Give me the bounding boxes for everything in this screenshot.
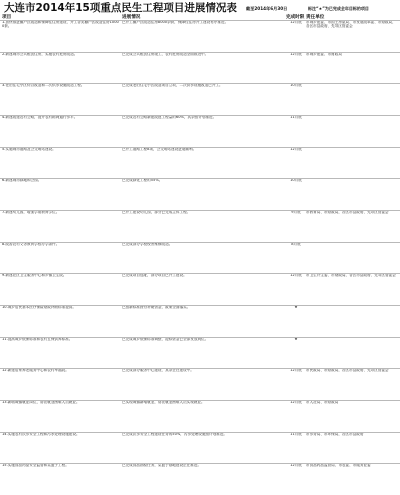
row-divider <box>0 273 400 274</box>
row-unit <box>306 83 398 115</box>
table-row <box>0 273 400 305</box>
row-progress: 已实现城镇新增就业，帮扶就业困难人员实现就业。 <box>122 400 205 404</box>
row-divider <box>0 400 400 401</box>
row-item: 2.新建城市公共租赁住房，实施农村危房改造。 <box>2 51 78 56</box>
row-divider <box>0 20 400 21</box>
row-divider <box>0 432 400 433</box>
row-progress: 已完成公共租赁住房竣工，农村危房改造全面推进中。 <box>122 51 209 56</box>
row-date: 12月底 <box>290 463 302 468</box>
row-unit: 市卫生计生委、市财政局，各区市县政府、先导区管委会 <box>306 273 396 278</box>
row-item: 13.新增城镇就业岗位，帮扶就业困难人员就业。 <box>2 400 80 404</box>
row-unit <box>306 178 398 210</box>
row-unit: 市水务局、市环保局，各区市县政府 <box>306 431 364 436</box>
table-row <box>0 147 400 179</box>
row-item: 8.改善农村义务教育学校办学条件。 <box>2 241 60 246</box>
row-item: 1.加快推进棚户区改造和保障性住房建设，开工各类棚户区改造住房10000套。 <box>2 20 119 29</box>
document-date: 截至2014年6月30日 <box>246 6 288 11</box>
row-progress: 已完成老旧住宅小区改造项目立项，二次供水设施改造已开工。 <box>122 83 223 88</box>
column-header-progress: 进展情况 <box>122 15 141 20</box>
row-divider <box>0 463 400 464</box>
row-progress: 已完成食品抽检任务，菜篮子基地建设正在推进。 <box>122 463 202 468</box>
document-note: 标注“★”为已完成全年目标的项目 <box>308 6 369 11</box>
row-date: 12月底 <box>290 400 302 404</box>
row-date: 10月底 <box>290 178 302 183</box>
row-item: 6.新建城市绿地和公园。 <box>2 178 42 183</box>
row-item: 12.新建居家养老服务中心和农村幸福院。 <box>2 368 69 373</box>
row-item: 9.新建社区卫生服务中心和乡镇卫生院。 <box>2 273 67 278</box>
row-date: 12月底 <box>290 20 302 24</box>
table-row <box>0 20 400 52</box>
row-progress: 已完成农村公路新建改建工程量的60%，其余按计划推进。 <box>122 115 217 119</box>
row-date: 12月底 <box>290 273 302 278</box>
row-item: 14.实施农村饮水安全工程和污水处理设施建设。 <box>2 431 80 436</box>
row-progress: 已完成部分服务中心建设，其余正在建设中。 <box>122 368 194 373</box>
row-progress: 已完成城乡低保标准调整，提标资金已全部发放到位。 <box>122 336 209 341</box>
row-progress: 已开工建设幼儿园，部分已完成主体工程。 <box>122 210 191 214</box>
row-date: 8月底 <box>291 241 301 246</box>
table-row <box>0 83 400 115</box>
column-header-unit: 责任单位 <box>306 15 325 20</box>
row-unit: 市食品药品监管局、市农委、市服务业委 <box>306 463 371 468</box>
row-date: ★ <box>294 305 298 309</box>
row-unit: 市民政局、市财政局，各区市县政府、先导区管委会 <box>306 368 389 373</box>
row-unit <box>306 115 398 147</box>
row-divider <box>0 178 400 179</box>
table-row <box>0 178 400 210</box>
row-unit: 市教育局、市财政局，各区市县政府、先导区管委会 <box>306 210 389 214</box>
row-unit: 市人社局、市财政局 <box>306 400 339 404</box>
row-progress: 已完成饮水安全工程建设任务的50%，污水处理设施按计划推进。 <box>122 431 228 436</box>
table-row <box>0 337 400 369</box>
row-divider <box>0 337 400 338</box>
table-row <box>0 210 400 242</box>
row-unit: 市城乡建委、市财政局 <box>306 51 342 56</box>
table-row <box>0 52 400 84</box>
row-unit <box>306 337 398 369</box>
row-date: 11月底 <box>290 115 302 119</box>
row-date: ★ <box>294 336 298 341</box>
row-divider <box>0 115 400 116</box>
column-header-item: 项目 <box>2 15 12 20</box>
table-row <box>0 400 400 432</box>
row-date: 11月底 <box>290 431 302 436</box>
row-divider <box>0 147 400 148</box>
row-date: 9月底 <box>291 210 301 214</box>
row-progress: 已开工棚户区改造住房8000余套，保障性住房开工建设有序推进。 <box>122 20 229 24</box>
row-date: 12月底 <box>290 368 302 373</box>
row-item: 5.实施城市道路及公交场站建设。 <box>2 146 56 151</box>
row-unit <box>306 305 398 337</box>
row-item: 4.新建改建农村公路，提升农村路网通行水平。 <box>2 115 78 119</box>
row-divider <box>0 305 400 306</box>
row-date: 12月底 <box>290 146 302 151</box>
row-progress: 已完成绿化工程的55%。 <box>122 178 163 183</box>
row-divider <box>0 52 400 53</box>
row-item: 11.提高城乡低保标准和农村五保供养标准。 <box>2 336 73 341</box>
row-divider <box>0 210 400 211</box>
table-body <box>0 20 400 495</box>
row-progress: 已完成部分学校校舍维修改造。 <box>122 241 173 246</box>
row-unit <box>306 242 398 274</box>
row-unit: 市城乡建委、市国土房屋局、市发展改革委、市财政局，各区市县政府、先导区管委会 <box>306 20 396 29</box>
table-row <box>0 463 400 495</box>
row-date: 10月底 <box>290 83 302 88</box>
row-item: 7.新建幼儿园，增加学前教育学位。 <box>2 210 60 214</box>
column-header-date: 完成时限 <box>286 15 305 20</box>
table-row <box>0 432 400 464</box>
row-progress: 已完成项目选址，部分项目已开工建设。 <box>122 273 187 278</box>
row-unit <box>306 147 398 179</box>
table-row <box>0 368 400 400</box>
row-date: 12月底 <box>290 51 302 56</box>
row-progress: 已开工道路工程8项，公交场站建设进展顺利。 <box>122 146 197 151</box>
row-item: 3.老旧住宅小区综合改造和二次供水设施改造工程。 <box>2 83 85 88</box>
row-progress: 已按新标准拨付补助资金，政策全面落实。 <box>122 305 191 309</box>
table-row <box>0 115 400 147</box>
row-divider <box>0 242 400 243</box>
document-title: 大连市2014年15项重点民生工程项目进展情况表 <box>4 2 237 14</box>
row-divider <box>0 368 400 369</box>
row-divider <box>0 83 400 84</box>
row-item: 10.城乡居民基本医疗保险财政补助标准提高。 <box>2 305 76 309</box>
row-item: 15.实施食品药品安全监管和菜篮子工程。 <box>2 463 69 468</box>
table-row <box>0 305 400 337</box>
table-row <box>0 242 400 274</box>
